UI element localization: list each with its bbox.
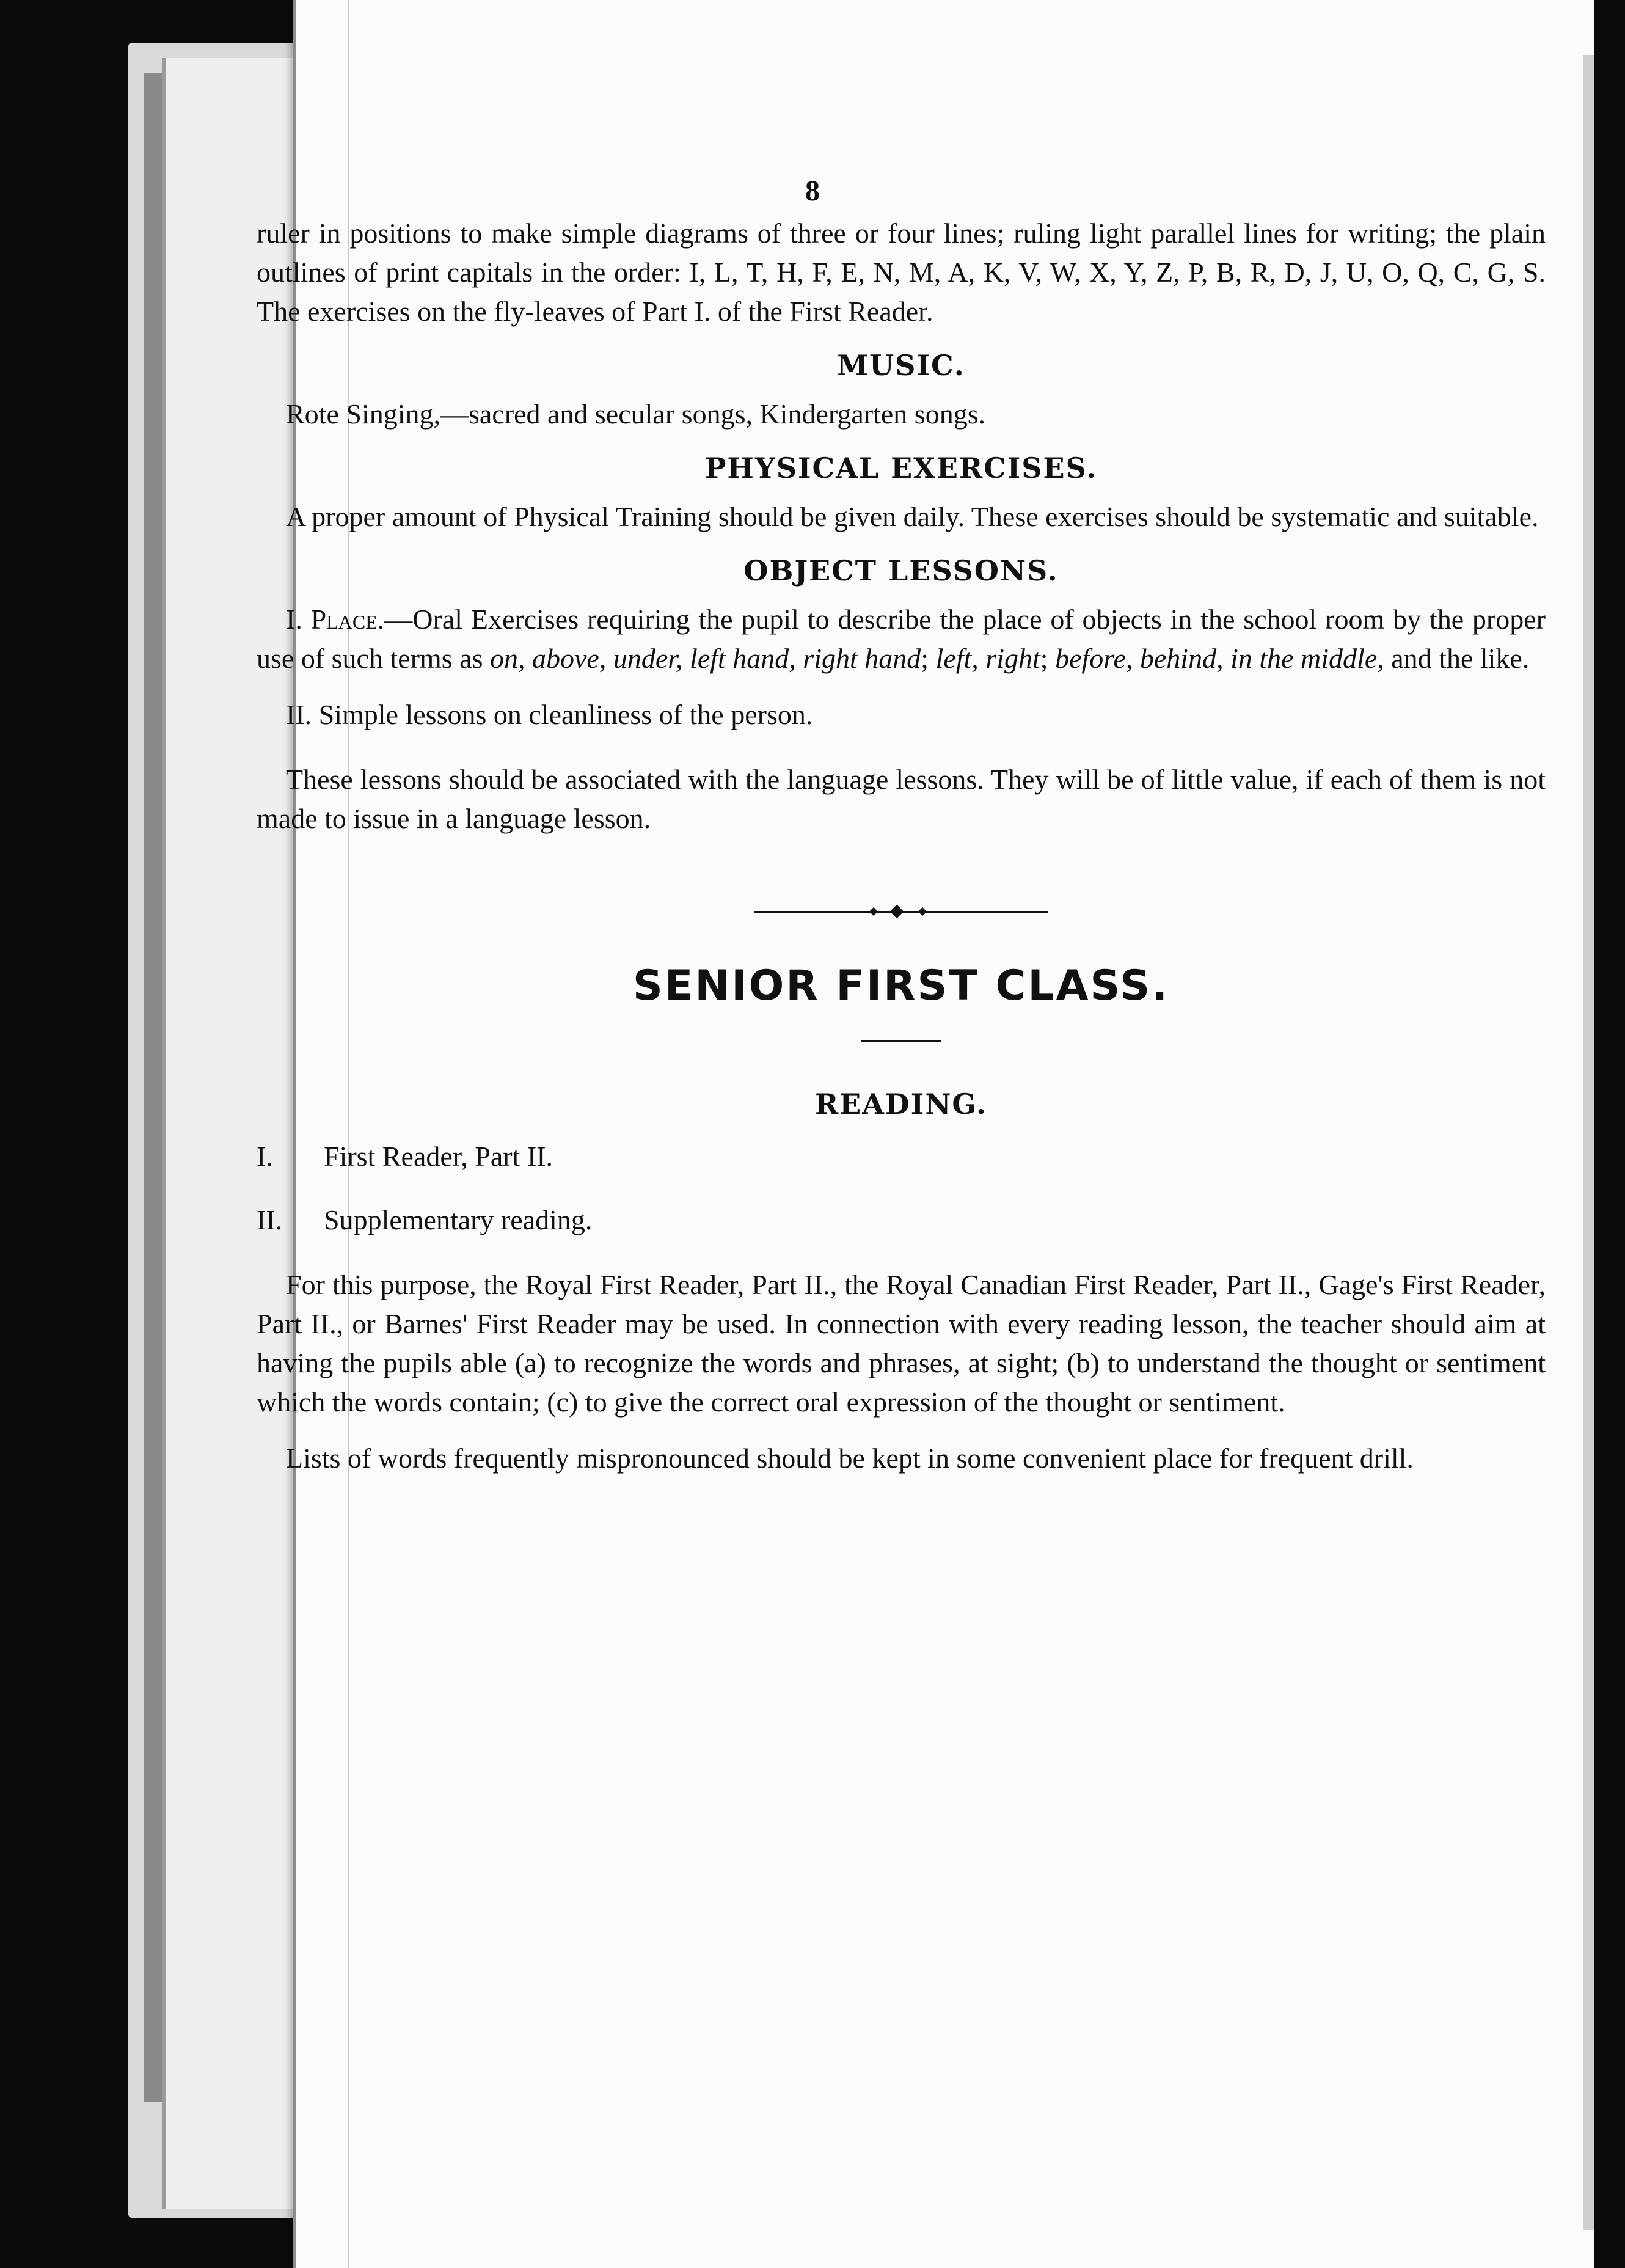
place-term-1: on, above, under, left hand, right hand [489, 643, 921, 674]
music-text: Rote Singing,—sacred and secular songs, Kindergarten songs. [286, 398, 986, 430]
object-lessons-place [257, 600, 1546, 678]
divider-diamond [890, 905, 904, 919]
place-term-2: left, right [935, 643, 1040, 674]
object-lessons-heading: OBJECT LESSONS. [743, 554, 1059, 587]
object-lessons-item-2: II. Simple lessons on cleanliness of the person. [286, 699, 813, 730]
intro-paragraph: ruler in positions to make simple diagrams of three or four lines; ruling light parallel lines for writing; the plain outlines of print capitals in the order: I, L, T, H, F, E, N, M, A, K, V, W, X, Y, Z, P, B, R, D, J, U, O, Q, C, G, S. The exercises on the fly-leaves of Part I. of the First Reader. [257, 218, 1546, 327]
music-heading: MUSIC. [837, 349, 965, 382]
place-sep-2: ; [1040, 643, 1056, 674]
senior-first-class-title: SENIOR FIRST CLASS. [632, 962, 1170, 1010]
reading-item-1-number: I. [257, 1141, 273, 1172]
divider-dot-right [918, 907, 927, 916]
place-text-1: —Oral Exercises requiring the pupil to describe the place of objects in the school room by the proper use of such terms as [257, 604, 1546, 674]
object-lessons-note: These lessons should be associated with the language lessons. They will be of little value, if each of them is not made to issue in a language lesson. [257, 764, 1546, 834]
reading-paragraph-2: Lists of words frequently mispronounced should be kept in some convenient place for frequent drill. [286, 1443, 1414, 1474]
section-divider-ornament [754, 905, 1048, 918]
place-sep-1: ; [921, 643, 936, 674]
title-underline-rule [861, 1040, 941, 1042]
place-number: I. [286, 604, 302, 635]
reading-heading: READING. [814, 1088, 988, 1121]
divider-dot-left [869, 907, 878, 916]
place-term-3: before, behind, in the middle [1055, 643, 1378, 674]
page-number: 8 [805, 175, 820, 207]
physical-exercises-text: A proper amount of Physical Training should be given daily. These exercises should be systematic and suitable. [286, 501, 1539, 532]
scan-border-right [1594, 0, 1625, 2268]
reading-item-1-text: First Reader, Part II. [324, 1141, 553, 1172]
reading-item-2-number: II. [257, 1204, 283, 1235]
page-content [257, 214, 1546, 1478]
place-text-2: , and the like. [1377, 643, 1530, 674]
reading-item-2-text: Supplementary reading. [324, 1204, 593, 1235]
right-page-edge [1583, 55, 1594, 2230]
page-edge-shadow [144, 73, 162, 2102]
reading-paragraph-1: For this purpose, the Royal First Reader, Part II., the Royal Canadian First Reader, Part II., Gage's First Reader, Part II., or Barnes' First Reader may be used. In connection with every reading lesson, the teacher should aim at having the pupils able (a) to recognize the words and phrases, at sight; (b) to understand the thought or sentiment which the words contain; (c) to give the correct oral expression of the thought or sentiment. [257, 1269, 1546, 1418]
reading-item-2 [257, 1201, 1546, 1240]
reading-item-1 [257, 1137, 1546, 1176]
place-label: Place. [310, 604, 385, 635]
physical-exercises-heading: PHYSICAL EXERCISES. [704, 452, 1098, 485]
